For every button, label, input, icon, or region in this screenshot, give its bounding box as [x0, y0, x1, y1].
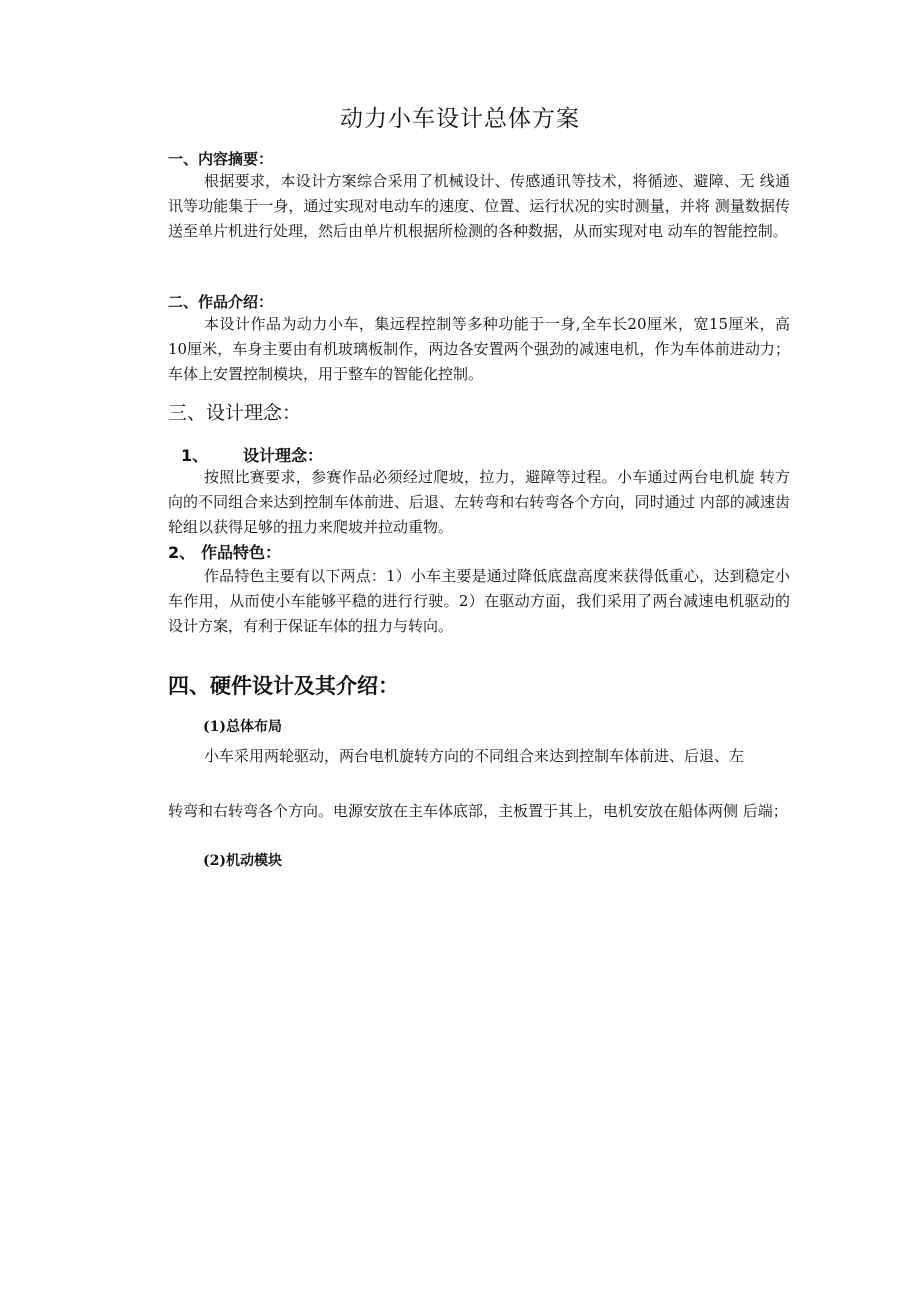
subsection-1-body: 按照比赛要求，参赛作品必须经过爬坡，拉力，避障等过程。小车通过两台电机旋 转方向的不同组合来达到控制车体前进、后退、左转弯和右转弯各个方向，同时通过 内部的减速齿轮组以获得足够的扭力来爬坡并拉动重物。 — [168, 468, 790, 536]
document-title: 动力小车设计总体方案 — [340, 106, 580, 132]
section-2-heading: 二、作品介绍： — [168, 293, 274, 311]
section-2-body: 本设计作品为动力小车，集远程控制等多种功能于一身,全车长20厘米，宽15厘米，高10厘米，车身主要由有机玻璃板制作，两边各安置两个强劲的减速电机，作为车体前进动力；车体上安置控制模块，用于整车的智能化控制。 — [168, 315, 790, 383]
subsection-1-title: 设计理念： — [243, 446, 324, 465]
item-2-title: (2)机动模块 — [203, 853, 282, 869]
item-1-body-line1: 小车采用两轮驱动，两台电机旋转方向的不同组合来达到控制车体前进、后退、左 — [204, 747, 745, 765]
subsection-2-number: 2、 — [168, 543, 196, 562]
item-1-body-line2: 转弯和右转弯各个方向。电源安放在主车体底部，主板置于其上，电机安放在船体两侧 后端； — [168, 802, 788, 820]
subsection-1-number: 1、 — [181, 446, 209, 465]
section-1-heading: 一、内容摘要： — [168, 150, 274, 168]
subsection-2-title: 作品特色： — [201, 543, 282, 562]
section-4-heading: 四、硬件设计及其介绍： — [168, 674, 399, 698]
section-1-body: 根据要求，本设计方案综合采用了机械设计、传感通讯等技术，将循迹、避障、无 线通讯等功能集于一身，通过实现对电动车的速度、位置、运行状况的实时测量，并将 测量数据传送至单片机进行处理，然后由单片机根据所检测的各种数据，从而实现对电 动车的智能控制。 — [168, 172, 790, 240]
item-1-title: (1)总体布局 — [203, 719, 282, 735]
section-3-heading: 三、设计理念： — [168, 402, 302, 424]
subsection-2-body: 作品特色主要有以下两点：1）小车主要是通过降低底盘高度来获得低重心，达到稳定小车作用，从而使小车能够平稳的进行行驶。2）在驱动方面，我们采用了两台减速电机驱动的设计方案，有利于保证车体的扭力与转向。 — [168, 567, 790, 635]
